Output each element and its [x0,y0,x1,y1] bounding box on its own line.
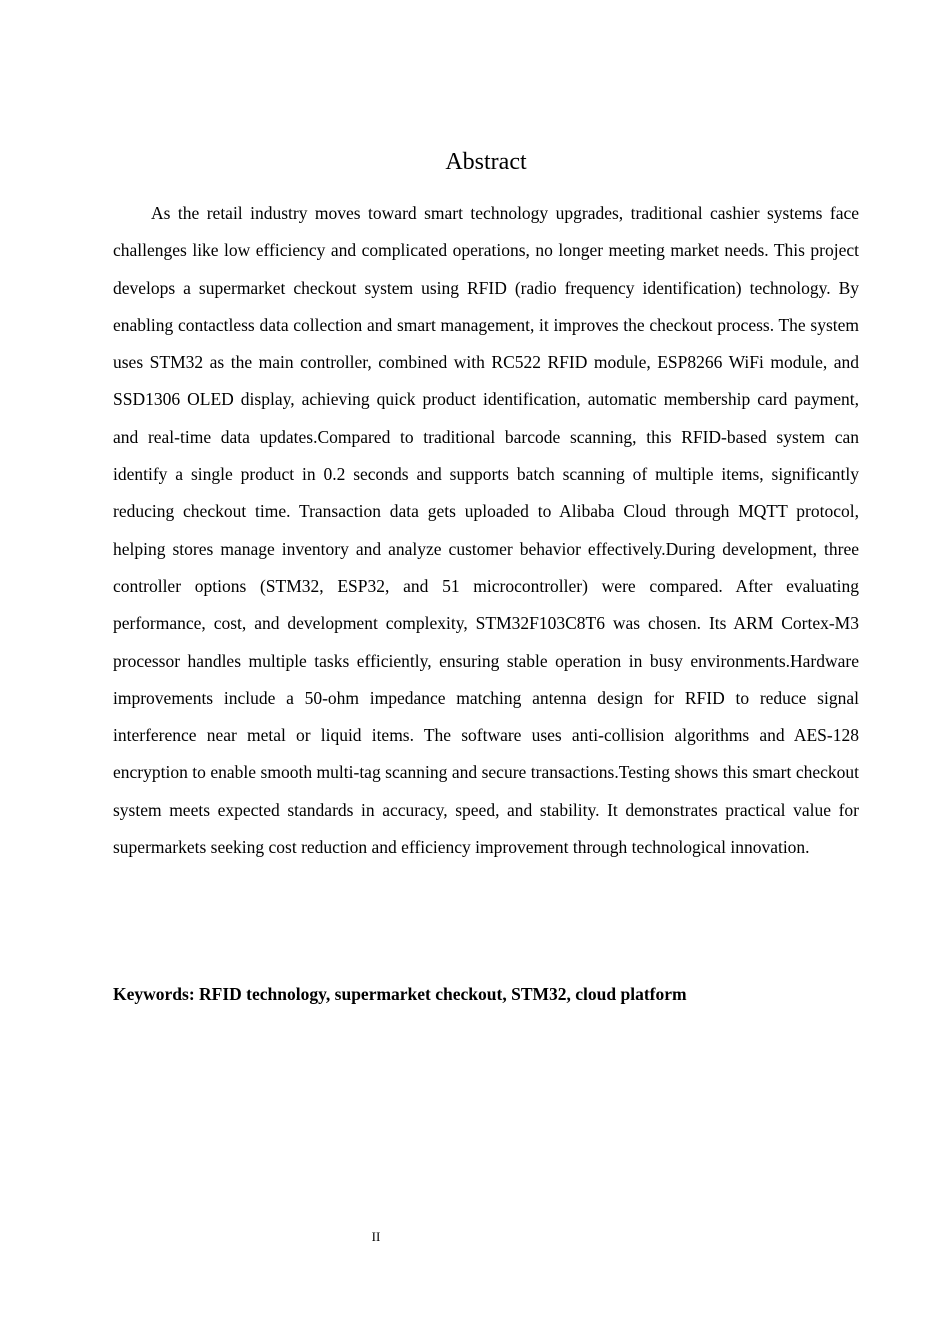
page-number: II [371,1229,381,1244]
abstract-body: As the retail industry moves toward smart technology upgrades, traditional cashier systems face challenges like low efficiency and complicated operations, no longer meeting market needs. This project develops a supermarket checkout system using RFID (radio frequency identification) technology. By enabling contactless data collection and smart management, it improves the checkout process. The system uses STM32 as the main controller, combined with RC522 RFID module, ESP8266 WiFi module, and SSD1306 OLED display, achieving quick product identification, automatic membership card payment, and real-time data updates.Compared to traditional barcode scanning, this RFID-based system can identify a single product in 0.2 seconds and supports batch scanning of multiple items, significantly reducing checkout time. Transaction data gets uploaded to Alibaba Cloud through MQTT protocol, helping stores manage inventory and analyze customer behavior effectively.During development, three controller options (STM32, ESP32, and 51 microcontroller) were compared. After evaluating performance, cost, and development complexity, STM32F103C8T6 was chosen. Its ARM Cortex-M3 processor handles multiple tasks efficiently, ensuring stable operation in busy environments.Hardware improvements include a 50-ohm impedance matching antenna design for RFID to reduce signal interference near metal or liquid items. The software uses anti-collision algorithms and AES-128 encryption to enable smooth multi-tag scanning and secure transactions.Testing shows this smart checkout system meets expected standards in accuracy, speed, and stability. It demonstrates practical value for supermarkets seeking cost reduction and efficiency improvement through technological innovation. [113,203,859,858]
keywords-line: Keywords: RFID technology, supermarket checkout, STM32, cloud platform [113,984,687,1004]
abstract-title: Abstract [445,149,527,175]
